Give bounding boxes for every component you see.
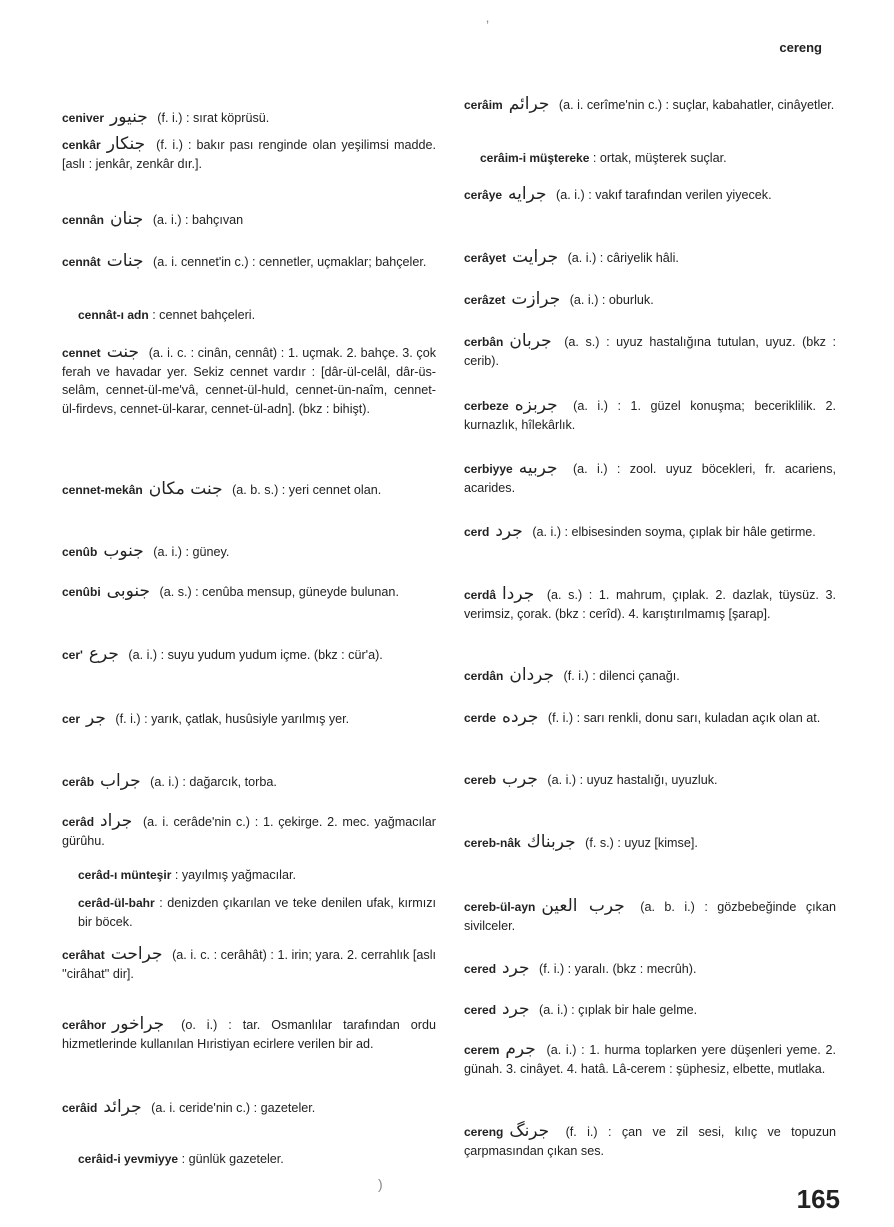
dictionary-entry (464, 149, 836, 168)
dictionary-entry (62, 1150, 436, 1169)
dictionary-entry (464, 897, 836, 935)
arabic-script: جنات (106, 251, 144, 271)
headword: cerâb (62, 775, 95, 789)
definition: (a. b. i.) : gözbebeğinde çıkan sivilceler. (464, 900, 836, 933)
definition: (a. i.) : dağarcık, torba. (146, 775, 277, 789)
arabic-script: جنوب (103, 541, 144, 561)
dictionary-entry (464, 708, 836, 728)
headword: cereb-ül-ayn (464, 900, 536, 914)
dictionary-entry (464, 290, 836, 310)
definition: (a. i. c. : cerâhât) : 1. irin; yara. 2. cerrahlık [aslı ''cirâhat'' dir]. (62, 948, 436, 981)
arabic-script: جرد (502, 999, 530, 1019)
headword: cerâid (62, 1101, 98, 1115)
headword: cenûb (62, 545, 98, 559)
dictionary-entry (62, 894, 436, 931)
dictionary-entry (464, 95, 836, 115)
dictionary-entry (464, 459, 836, 497)
definition: (f. i.) : yarık, çatlak, husûsiyle yarılmış yer. (111, 712, 350, 726)
definition: (f. i.) : yaralı. (bkz : mecrûh). (535, 962, 697, 976)
definition: (a. i. c. : cinân, cennât) : 1. uçmak. 2. bahçe. 3. çok ferah ve havadar yer. Sekiz cennet vardır : [dâr-ül-celâl, dâr-üs-selâm, cennet-ül-me'vâ, cennet-ül-huld, cennet-ün-naîm, cennet-ül-firdevs, cennet-ül-karar, cennet-ül-adn]. (bkz : bihişt). (62, 346, 436, 416)
definition: (a. i.) : oburluk. (566, 293, 654, 307)
headword: cer' (62, 648, 83, 662)
definition: (a. b. s.) : yeri cennet olan. (228, 483, 382, 497)
headword: cerâyet (464, 251, 507, 265)
definition: (f. s.) : uyuz [kimse]. (581, 836, 698, 850)
dictionary-entry (62, 252, 436, 272)
headword: cerâzet (464, 293, 506, 307)
headword: cerd (464, 525, 490, 539)
arabic-script: جراحت (110, 944, 163, 964)
dictionary-entry (62, 866, 436, 885)
definition: (a. i.) : câriyelik hâli. (564, 251, 679, 265)
arabic-script: جنیور (110, 107, 148, 127)
headword: ceniver (62, 111, 105, 125)
definition: (a. i. cerâde'nin c.) : 1. çekirge. 2. mec. yağmacılar gürûhu. (62, 815, 436, 848)
dictionary-entry (62, 1098, 436, 1118)
dictionary-entry (464, 833, 836, 853)
definition: (f. i.) : çan ve zil sesi, kılıç ve topuzun çarpmasından çıkan ses. (464, 1125, 836, 1158)
headword: cennât-ı adn (78, 308, 149, 322)
arabic-script: جربیه (518, 458, 558, 478)
arabic-script: جرازت (511, 289, 561, 309)
headword: cerâhor (62, 1018, 107, 1032)
headword: cenkâr (62, 138, 101, 152)
dictionary-entry (464, 332, 836, 370)
headword: cerbiyye (464, 462, 513, 476)
arabic-script: جربان (509, 331, 552, 351)
headword: cennet (62, 346, 101, 360)
headword: cereng (464, 1125, 504, 1139)
dictionary-entry (62, 135, 436, 173)
dictionary-entry (62, 210, 436, 230)
headword: cerde (464, 711, 497, 725)
arabic-script: جرنگ (509, 1121, 550, 1141)
dictionary-entry (464, 1040, 836, 1078)
definition: (a. i.) : suyu yudum yudum içme. (bkz : cür'a). (124, 648, 383, 662)
definition: (a. s.) : uyuz hastalığına tutulan, uyuz. (bkz : cerib). (464, 335, 836, 368)
arabic-script: جرب العین (541, 896, 625, 916)
arabic-script: جرده (502, 707, 539, 727)
definition: (a. i. cennet'in c.) : cennetler, uçmaklar; bahçeler. (149, 255, 427, 269)
headword: cerâhat (62, 948, 105, 962)
headword: cerem (464, 1043, 500, 1057)
definition: (a. i. ceride'nin c.) : gazeteler. (147, 1101, 316, 1115)
arabic-script: جراد (100, 811, 133, 831)
arabic-script: جربناك (526, 832, 576, 852)
page-number: 165 (796, 1184, 840, 1214)
dictionary-entry (62, 480, 436, 500)
headword: cerbân (464, 335, 504, 349)
arabic-script: جرد (502, 958, 530, 978)
arabic-script: جربزه (514, 395, 558, 415)
arabic-script: جراخور (112, 1014, 165, 1034)
headword: cerâd-ül-bahr (78, 896, 155, 910)
definition: (a. i.) : güney. (149, 545, 230, 559)
definition: (a. i.) : vakıf tarafından verilen yiyecek. (552, 188, 772, 202)
definition: (a. i.) : bahçıvan (149, 213, 244, 227)
headword: cerâye (464, 188, 503, 202)
dictionary-entry (62, 1015, 436, 1053)
dictionary-entry (464, 185, 836, 205)
definition: (a. s.) : 1. mahrum, çıplak. 2. dazlak, tüysüz. 3. verimsiz, çorak. (bkz : cerîd). 4. karıştırılmamış [şarap]. (464, 588, 836, 621)
dictionary-entry (62, 709, 436, 729)
headword: cered (464, 962, 497, 976)
arabic-script: جر (86, 708, 106, 728)
dictionary-entry (464, 959, 836, 979)
headword: cenûbi (62, 585, 101, 599)
arabic-script: جرایه (508, 184, 547, 204)
arabic-script: جردان (509, 665, 555, 685)
definition: (f. i.) : sırat köprüsü. (153, 111, 270, 125)
arabic-script: جرع (88, 644, 119, 664)
definition: (o. i.) : tar. Osmanlılar tarafından ordu hizmetlerinde kullanılan Hıristiyan ecirlere verilen bir ad. (62, 1018, 436, 1051)
definition: (a. i. cerîme'nin c.) : suçlar, kabahatler, cinâyetler. (555, 98, 835, 112)
headword: cerbeze (464, 399, 509, 413)
headword: cerdân (464, 669, 504, 683)
definition: : ortak, müşterek suçlar. (592, 151, 727, 165)
dictionary-entry (464, 585, 836, 623)
arabic-script: جرائم (508, 94, 550, 114)
dictionary-entry (464, 1000, 836, 1020)
dictionary-entry (464, 770, 836, 790)
dictionary-entry (62, 582, 436, 602)
headword: cereb-nâk (464, 836, 521, 850)
arabic-script: جنكار (106, 134, 146, 154)
definition: : cennet bahçeleri. (152, 308, 256, 322)
definition: (f. i.) : dilenci çanağı. (560, 669, 680, 683)
dictionary-entry (62, 343, 436, 418)
definition: (a. i.) : çıplak bir hale gelme. (535, 1003, 698, 1017)
headword: cerâim-i müştereke (480, 151, 590, 165)
definition: (f. i.) : sarı renkli, donu sarı, kuladan açık olan at. (544, 711, 821, 725)
definition: (a. i.) : elbisesinden soyma, çıplak bir hâle getirme. (528, 525, 816, 539)
arabic-script: جنت (106, 342, 140, 362)
dictionary-entry (464, 522, 836, 542)
arabic-script: جرد (495, 521, 523, 541)
dictionary-entry (62, 645, 436, 665)
arabic-script: جرایت (512, 247, 559, 267)
arabic-script: جرم (505, 1039, 536, 1059)
headword: cennât (62, 255, 101, 269)
dictionary-entry (62, 542, 436, 562)
headword: cered (464, 1003, 497, 1017)
headword: cerâd-ı münteşir (78, 868, 172, 882)
dictionary-entry (62, 812, 436, 850)
dictionary-entry (62, 108, 436, 128)
headword: cennet-mekân (62, 483, 143, 497)
arabic-script: جنان (110, 209, 144, 229)
definition: (a. i.) : uyuz hastalığı, uyuzluk. (543, 773, 718, 787)
headword: cereb (464, 773, 497, 787)
scan-mark: ) (378, 1176, 383, 1192)
arabic-script: جنوبی (106, 581, 150, 601)
dictionary-entry (464, 1122, 836, 1160)
dictionary-entry (464, 248, 836, 268)
guide-word: cereng (779, 40, 822, 55)
arabic-script: جرائد (103, 1097, 142, 1117)
headword: cerdâ (464, 588, 497, 602)
definition: (a. i.) : 1. hurma toplarken yere düşenleri yeme. 2. günah. 3. cinâyet. 4. hatâ. Lâ-cerem : şüphesiz, elbette, mutlaka. (464, 1043, 836, 1076)
headword: cer (62, 712, 81, 726)
arabic-script: جرب (502, 769, 538, 789)
dictionary-entry (464, 666, 836, 686)
dictionary-entry (464, 396, 836, 434)
arabic-script: جنت مكان (148, 479, 223, 499)
headword: cerâid-i yevmiyye (78, 1152, 179, 1166)
definition: (a. i.) : 1. güzel konuşma; beceriklilik. 2. kurnazlık, hîlekârlık. (464, 399, 836, 432)
headword: cerâim (464, 98, 503, 112)
headword: cerâd (62, 815, 95, 829)
definition: (a. s.) : cenûba mensup, güneyde bulunan. (156, 585, 399, 599)
definition: (f. i.) : bakır pası renginde olan yeşilimsi madde. [aslı : jenkâr, zenkâr dır.]. (62, 138, 436, 171)
dictionary-entry (62, 772, 436, 792)
scan-mark: ʼ (486, 18, 490, 34)
definition: : denizden çıkarılan ve teke denilen ufak, kırmızı bir böcek. (78, 896, 436, 929)
headword: cennân (62, 213, 105, 227)
arabic-script: جردا (502, 584, 535, 604)
definition: : günlük gazeteler. (181, 1152, 284, 1166)
dictionary-entry (62, 306, 436, 325)
definition: : yayılmış yağmacılar. (174, 868, 296, 882)
dictionary-entry (62, 945, 436, 983)
definition: (a. i.) : zool. uyuz böcekleri, fr. acariens, acarides. (464, 462, 836, 495)
arabic-script: جراب (100, 771, 141, 791)
